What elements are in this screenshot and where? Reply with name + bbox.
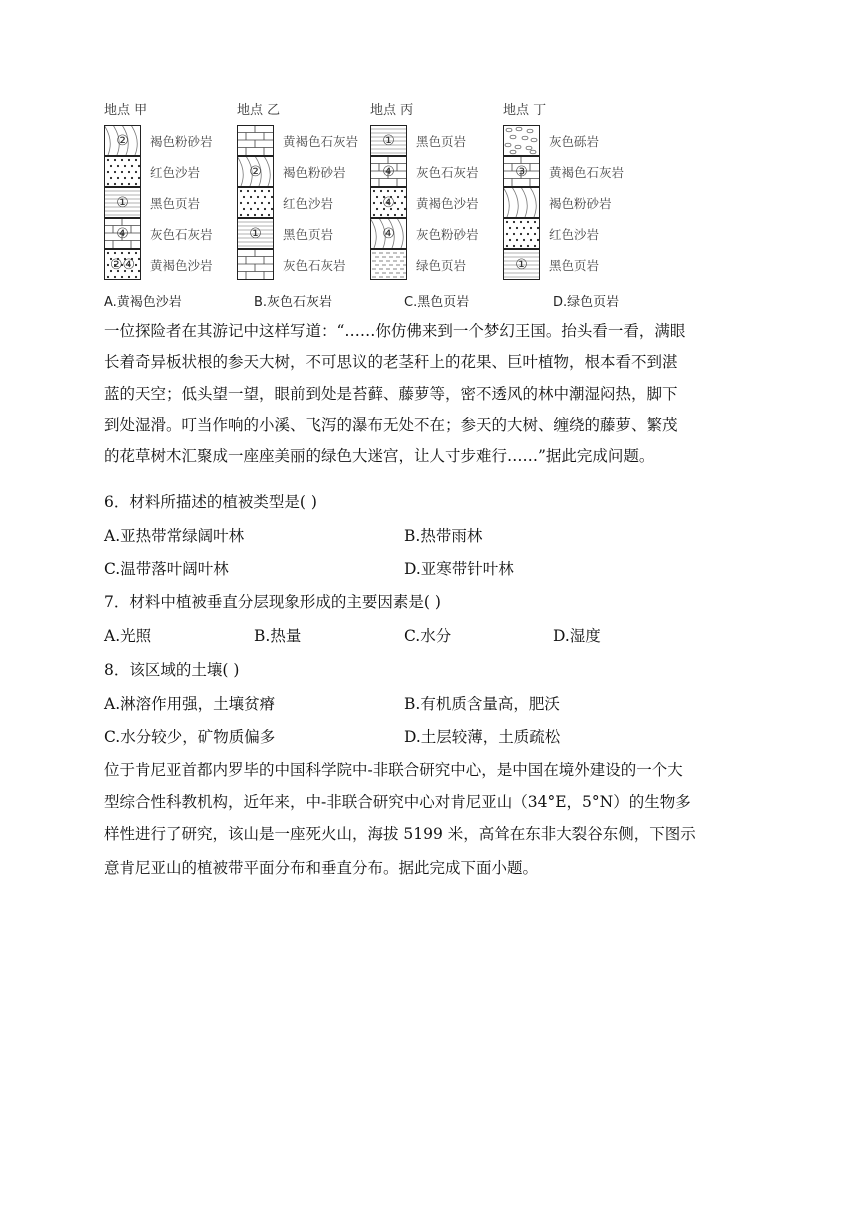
strata-column-title: 地点 乙 (237, 103, 281, 118)
layer-number: ① (249, 226, 262, 242)
layer-number: ④ (382, 164, 395, 180)
strata-layer (104, 218, 239, 249)
strata-layer (503, 218, 638, 249)
rock-label: 黄褐色沙岩 (150, 258, 213, 273)
layer-number: ④ (116, 226, 129, 242)
strata-layer (104, 249, 239, 280)
strata-layer (104, 187, 239, 218)
q8-option-d[interactable]: D.土层较薄，土质疏松 (404, 728, 561, 746)
rock-pattern-icon (104, 156, 141, 187)
rock-pattern-icon (370, 125, 407, 156)
layer-number: ④ (382, 226, 395, 242)
q7-option-b[interactable]: B.热量 (254, 627, 302, 645)
strata-column (503, 99, 638, 289)
rock-pattern-icon (503, 249, 540, 280)
rock-label: 红色沙岩 (150, 165, 201, 180)
q7-option-d[interactable]: D.湿度 (553, 627, 601, 645)
strata-layer (104, 156, 239, 187)
strata-column-title: 地点 丁 (503, 103, 547, 118)
rock-label: 黄褐色石灰岩 (549, 165, 625, 180)
strata-layer (237, 156, 372, 187)
passage-line: 蓝的天空；低头望一望，眼前到处是苔藓、藤萝等，密不透风的林中潮湿闷热，脚下 (104, 385, 678, 403)
layer-number: ① (116, 195, 129, 211)
q6-option-c[interactable]: C.温带落叶阔叶林 (104, 560, 229, 578)
rock-label: 黑色页岩 (416, 134, 467, 149)
q6-option-d[interactable]: D.亚寒带针叶林 (404, 560, 514, 578)
rock-pattern-icon (370, 249, 407, 280)
strata-layer (237, 187, 372, 218)
rock-pattern-icon (104, 218, 141, 249)
rock-label: 褐色粉砂岩 (549, 196, 612, 211)
rock-pattern-icon (237, 187, 274, 218)
rock-label: 黑色页岩 (549, 258, 600, 273)
q7-option-a[interactable]: A.光照 (104, 627, 152, 645)
passage-line: 长着奇异板状根的参天大树，不可思议的老茎秆上的花果、巨叶植物，根本看不到湛 (104, 353, 678, 371)
strata-layer (237, 218, 372, 249)
strata-layer (370, 249, 505, 280)
figure-option-c: C.黑色页岩 (404, 295, 470, 310)
passage-line: 位于肯尼亚首都内罗毕的中国科学院中-非联合研究中心，是中国在境外建设的一个大 (104, 761, 683, 779)
strata-layer (503, 187, 638, 218)
strata-layer (503, 156, 638, 187)
question-8-stem: 8．该区域的土壤( ) (104, 661, 240, 679)
rock-pattern-icon (237, 156, 274, 187)
q7-option-c[interactable]: C.水分 (404, 627, 452, 645)
rock-pattern-icon (104, 187, 141, 218)
strata-layer (370, 125, 505, 156)
q8-option-c[interactable]: C.水分较少，矿物质偏多 (104, 728, 276, 746)
rock-pattern-icon (104, 249, 141, 280)
rock-label: 褐色粉砂岩 (150, 134, 213, 149)
rock-pattern-icon (237, 218, 274, 249)
layer-number: ③ (515, 164, 528, 180)
rock-label: 褐色粉砂岩 (283, 165, 346, 180)
strata-column (237, 99, 372, 289)
strata-layer (237, 249, 372, 280)
rock-label: 灰色砾岩 (549, 134, 600, 149)
layer-number: ① (515, 257, 528, 273)
layer-number: ④ (382, 195, 395, 211)
strata-layer (503, 249, 638, 280)
strata-column-title: 地点 甲 (104, 103, 148, 118)
passage-line: 型综合性科教机构，近年来，中-非联合研究中心对肯尼亚山（34°E，5°N）的生物多 (104, 793, 691, 811)
rock-pattern-icon (370, 187, 407, 218)
rock-pattern-icon (503, 125, 540, 156)
passage-line: 到处湿滑。叮当作响的小溪、飞泻的瀑布无处不在；参天的大树、缠绕的藤萝、繁茂 (104, 416, 678, 434)
rock-label: 红色沙岩 (549, 227, 600, 242)
q6-option-b[interactable]: B.热带雨林 (404, 527, 483, 545)
rock-pattern-icon (503, 218, 540, 249)
strata-layer (237, 125, 372, 156)
passage-line: 样性进行了研究，该山是一座死火山，海拔 5199 米，高耸在东非大裂谷东侧，下图示 (104, 825, 696, 843)
layer-number: ② (116, 133, 129, 149)
rock-label: 灰色石灰岩 (283, 258, 346, 273)
passage-line: 的花草树木汇聚成一座座美丽的绿色大迷宫，让人寸步难行……”据此完成问题。 (104, 447, 655, 465)
rock-label: 黑色页岩 (150, 196, 201, 211)
strata-layer (370, 218, 505, 249)
q8-option-b[interactable]: B.有机质含量高，肥沃 (404, 695, 560, 713)
rock-label: 红色沙岩 (283, 196, 334, 211)
layer-number: ① (382, 133, 395, 149)
strata-layer (370, 187, 505, 218)
rock-pattern-icon (503, 156, 540, 187)
strata-column (104, 99, 239, 289)
rock-pattern-icon (370, 218, 407, 249)
rock-pattern-icon (237, 249, 274, 280)
rock-pattern-icon (104, 125, 141, 156)
figure-option-a: A.黄褐色沙岩 (104, 295, 182, 310)
question-6-stem: 6．材料所描述的植被类型是( ) (104, 493, 317, 511)
rock-label: 灰色粉砂岩 (416, 227, 479, 242)
strata-layer (370, 156, 505, 187)
rock-pattern-icon (503, 187, 540, 218)
strata-layer (503, 125, 638, 156)
strata-column-title: 地点 丙 (370, 103, 414, 118)
rock-pattern-icon (370, 156, 407, 187)
rock-pattern-icon (237, 125, 274, 156)
q8-option-a[interactable]: A.淋溶作用强，土壤贫瘠 (104, 695, 276, 713)
rock-label: 黄褐色沙岩 (416, 196, 479, 211)
q6-option-a[interactable]: A.亚热带常绿阔叶林 (104, 527, 245, 545)
question-7-stem: 7．材料中植被垂直分层现象形成的主要因素是( ) (104, 593, 441, 611)
strata-column (370, 99, 505, 289)
rock-label: 黄褐色石灰岩 (283, 134, 359, 149)
layer-number: ② (249, 164, 262, 180)
strata-layer (104, 125, 239, 156)
figure-option-b: B.灰色石灰岩 (254, 295, 333, 310)
passage-line: 意肯尼亚山的植被带平面分布和垂直分布。据此完成下面小题。 (104, 859, 539, 877)
layer-number: ②④ (109, 257, 136, 273)
passage-line: 一位探险者在其游记中这样写道：“……你仿佛来到一个梦幻王国。抬头看一看，满眼 (104, 322, 686, 340)
rock-label: 绿色页岩 (416, 258, 467, 273)
rock-label: 灰色石灰岩 (416, 165, 479, 180)
strata-figure (104, 99, 764, 289)
rock-label: 灰色石灰岩 (150, 227, 213, 242)
rock-label: 黑色页岩 (283, 227, 334, 242)
figure-option-d: D.绿色页岩 (553, 295, 620, 310)
